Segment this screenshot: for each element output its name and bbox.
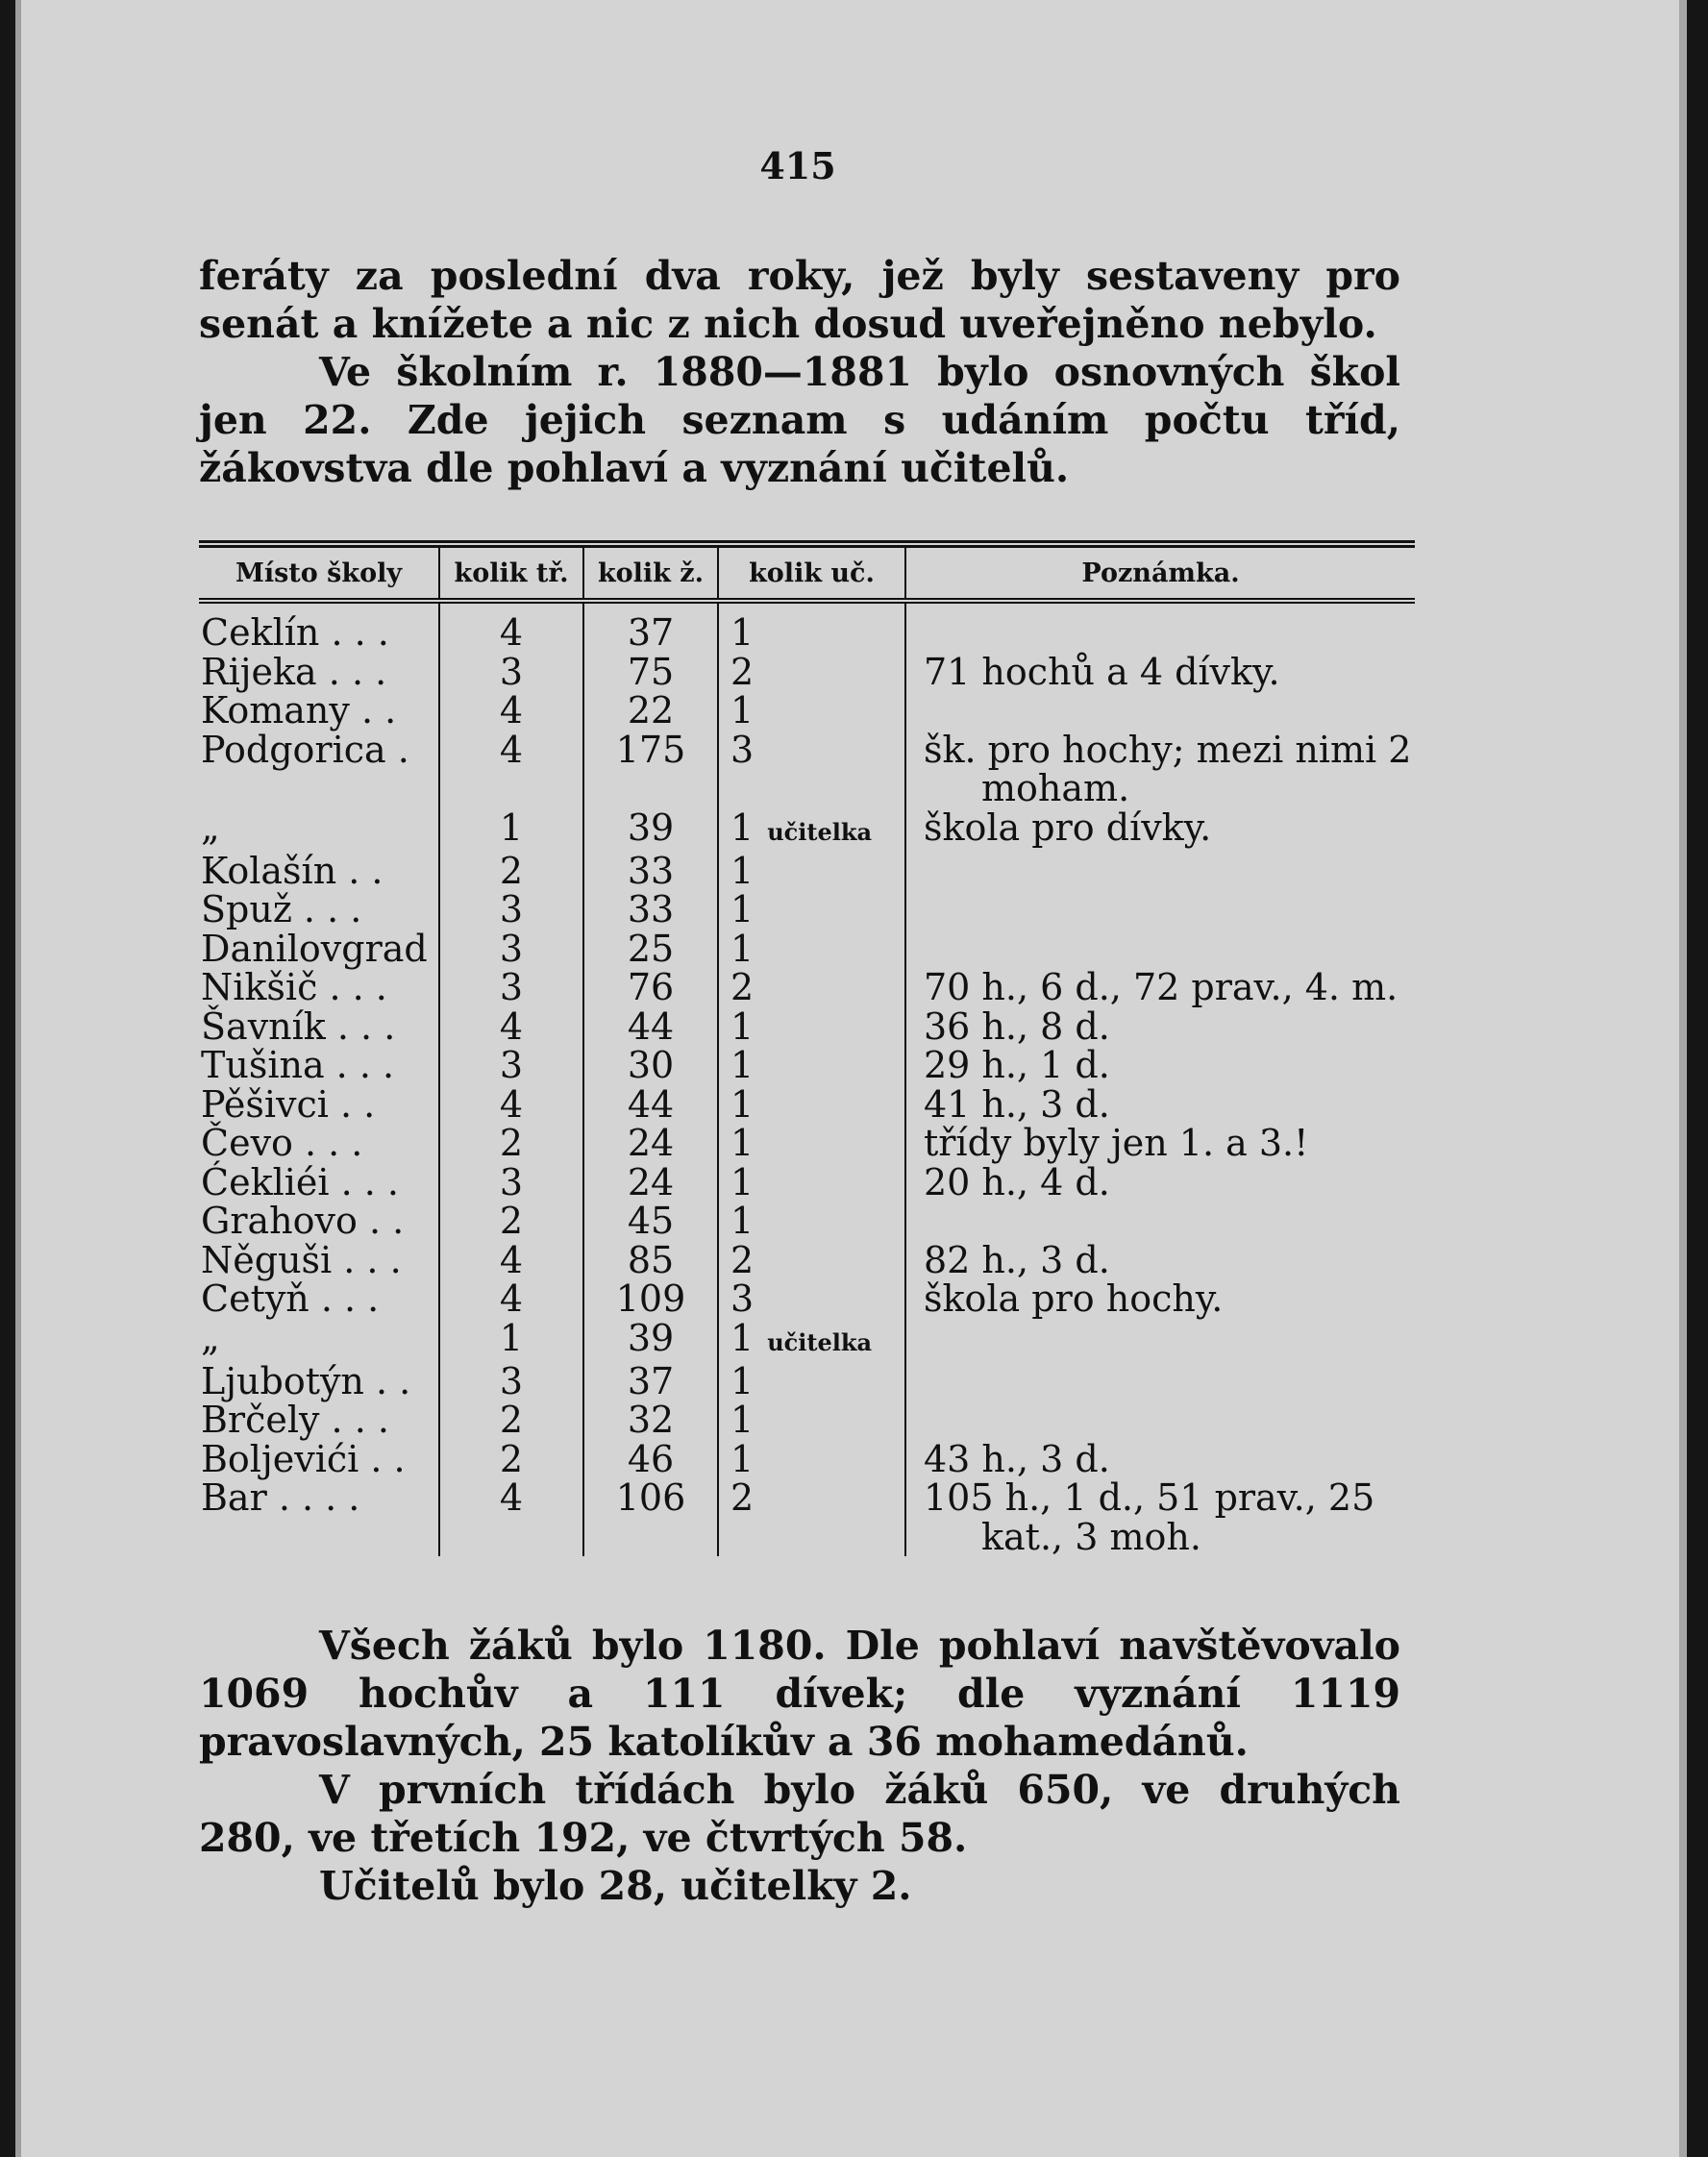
- note-cell: [905, 852, 1415, 891]
- note-continuation: moham.: [981, 767, 1130, 809]
- class-count: 3: [439, 1362, 583, 1401]
- table-row: [199, 852, 1415, 891]
- pupil-count: 37: [583, 613, 718, 653]
- teacher-cell: [718, 650, 905, 693]
- note-text: 43 h., 3 d.: [924, 1437, 1110, 1480]
- teacher-cell: [718, 808, 905, 852]
- pupil-count: 39: [583, 808, 718, 852]
- note-cell: [905, 890, 1415, 930]
- table-row-continuation: [199, 1518, 1415, 1557]
- teacher-cell: [718, 1124, 905, 1163]
- school-place: Danilovgrad: [201, 927, 428, 970]
- note-text: 36 h., 8 d.: [924, 1004, 1110, 1048]
- school-place: Něguši . . .: [201, 1238, 402, 1281]
- note-cell: [905, 808, 1415, 852]
- teacher-count: 1: [730, 1044, 755, 1086]
- pupil-count: 109: [583, 1279, 718, 1319]
- scan-border-left-inner: [15, 0, 21, 2157]
- teacher-cell: [718, 613, 905, 653]
- class-count: 4: [439, 613, 583, 653]
- table-row: [199, 808, 1415, 852]
- teacher-count: 2: [730, 966, 755, 1008]
- pupil-count: 24: [583, 1163, 718, 1202]
- teacher-count: 2: [730, 1238, 755, 1281]
- school-place: Šavník . . .: [201, 1004, 396, 1048]
- school-place: Ljubotýn . .: [201, 1359, 411, 1402]
- summary-paragraph: Všech žáků bylo 1180. Dle pohlaví navštěvovalo 1069 hochův a 111 dívek; dle vyznání 1119 pravoslavných, 25 katolíkův a 36 mohamedánů.: [199, 1623, 1400, 1765]
- page-number: 415: [759, 144, 836, 187]
- school-place: „: [201, 1316, 220, 1359]
- teacher-count: 1: [730, 927, 755, 970]
- pupil-count: 175: [583, 731, 718, 770]
- teacher-cell: [718, 968, 905, 1007]
- teacher-cell: [718, 1437, 905, 1480]
- note-text: 29 h., 1 d.: [924, 1044, 1110, 1086]
- table-row: [199, 930, 1415, 969]
- teacher-count: 1: [730, 611, 755, 654]
- teacher-count: 1: [730, 849, 755, 892]
- table-row: [199, 1202, 1415, 1241]
- teacher-count: 1: [730, 1004, 755, 1048]
- empty-cell: [439, 769, 583, 808]
- column-header: Místo školy: [199, 544, 439, 601]
- column-header: kolik ž.: [583, 544, 718, 601]
- note-text: škola pro dívky.: [924, 806, 1212, 849]
- pupil-count: 106: [583, 1478, 718, 1518]
- school-place: Tušina . . .: [201, 1044, 395, 1086]
- table-row: [199, 691, 1415, 731]
- note-cell: [905, 1238, 1415, 1281]
- pupil-count: 75: [583, 653, 718, 692]
- note-text: 82 h., 3 d.: [924, 1238, 1110, 1281]
- note-cell: [905, 728, 1415, 771]
- pupil-count: 22: [583, 691, 718, 731]
- teacher-count: 1: [730, 1359, 755, 1402]
- teacher-note: učitelka: [767, 817, 873, 846]
- teacher-cell: [718, 1238, 905, 1281]
- table-row: [199, 1046, 1415, 1085]
- pupil-count: 39: [583, 1319, 718, 1362]
- pupil-count: 45: [583, 1202, 718, 1241]
- school-table: [199, 540, 1415, 1556]
- intro-paragraph-2: Ve školním r. 1880—1881 bylo osnovných škol jen 22. Zde jejich seznam s udáním počtu tříd, žákovstva dle pohlaví a vyznání učitelů.: [199, 349, 1400, 491]
- class-count: 4: [439, 691, 583, 731]
- note-text: 105 h., 1 d., 51 prav., 25: [924, 1476, 1375, 1519]
- class-count: 3: [439, 1163, 583, 1202]
- school-place: Rijeka . . .: [201, 650, 387, 693]
- school-place: Podgorica .: [201, 728, 409, 771]
- school-place: Bar . . . .: [201, 1476, 360, 1519]
- column-header: kolik tř.: [439, 544, 583, 601]
- pupil-count: 32: [583, 1401, 718, 1440]
- scan-border-right-inner: [1679, 0, 1687, 2157]
- empty-cell: [439, 1518, 583, 1557]
- table-row: [199, 613, 1415, 653]
- teacher-count: 1: [730, 1082, 755, 1126]
- table-row: [199, 968, 1415, 1007]
- class-count: 4: [439, 731, 583, 770]
- teacher-cell: [718, 1202, 905, 1241]
- teacher-cell: [718, 728, 905, 771]
- empty-cell: [199, 1518, 439, 1557]
- table-row: [199, 1478, 1415, 1518]
- table-row: [199, 1401, 1415, 1440]
- teacher-count: 3: [730, 728, 755, 771]
- teacher-cell: [718, 927, 905, 970]
- classes-paragraph: V prvních třídách bylo žáků 650, ve druhých 280, ve třetích 192, ve čtvrtých 58.: [199, 1767, 1400, 1861]
- school-place: Boljevići . .: [201, 1437, 406, 1480]
- table-row: [199, 1440, 1415, 1479]
- pupil-count: 37: [583, 1362, 718, 1401]
- pupil-count: 76: [583, 968, 718, 1007]
- teacher-count: 1: [730, 1399, 755, 1441]
- note-text: škola pro hochy.: [924, 1277, 1224, 1320]
- note-cell: [905, 1202, 1415, 1241]
- scan-border-left: [0, 0, 15, 2157]
- class-count: 3: [439, 1046, 583, 1085]
- teacher-cell: [718, 890, 905, 930]
- teacher-count: 1: [730, 1316, 755, 1359]
- pupil-count: 44: [583, 1007, 718, 1047]
- teacher-cell: [718, 691, 905, 731]
- pupil-count: 33: [583, 890, 718, 930]
- school-place: Cetyň . . .: [201, 1277, 380, 1320]
- note-cell: [905, 1279, 1415, 1319]
- note-text: 70 h., 6 d., 72 prav., 4. m.: [924, 966, 1399, 1008]
- school-place: Brčely . . .: [201, 1399, 389, 1441]
- note-text: šk. pro hochy; mezi nimi 2: [924, 728, 1412, 771]
- teacher-count: 1: [730, 1122, 755, 1164]
- note-cell: [905, 968, 1415, 1007]
- class-count: 1: [439, 808, 583, 852]
- class-count: 4: [439, 1279, 583, 1319]
- pupil-count: 30: [583, 1046, 718, 1085]
- pupil-count: 44: [583, 1085, 718, 1125]
- note-cell: [905, 650, 1415, 693]
- note-text: třídy byly jen 1. a 3.!: [924, 1122, 1309, 1164]
- school-place: Ceklín . . .: [201, 611, 389, 654]
- note-cell: [905, 769, 1415, 808]
- teacher-count: 2: [730, 1476, 755, 1519]
- school-place: Grahovo . .: [201, 1200, 405, 1242]
- class-count: 4: [439, 1241, 583, 1280]
- empty-cell: [199, 769, 439, 808]
- teacher-count: 1: [730, 888, 755, 930]
- teacher-count: 1: [730, 806, 755, 849]
- teacher-count: 1: [730, 1200, 755, 1242]
- teachers-paragraph: Učitelů bylo 28, učitelky 2.: [319, 1863, 912, 1909]
- teacher-cell: [718, 1004, 905, 1048]
- teacher-cell: [718, 1279, 905, 1319]
- class-count: 4: [439, 1085, 583, 1125]
- note-cell: [905, 613, 1415, 653]
- note-cell: [905, 1082, 1415, 1126]
- teacher-count: 1: [730, 689, 755, 731]
- table-row: [199, 1319, 1415, 1362]
- table-row: [199, 890, 1415, 930]
- note-cell: [905, 1362, 1415, 1401]
- note-cell: [905, 691, 1415, 731]
- scan-border-right: [1687, 0, 1708, 2157]
- class-count: 4: [439, 1478, 583, 1518]
- table-row-continuation: [199, 769, 1415, 808]
- column-header: Poznámka.: [905, 544, 1415, 601]
- table-row: [199, 1085, 1415, 1125]
- note-cell: [905, 1319, 1415, 1362]
- class-count: 2: [439, 1202, 583, 1241]
- table-header: [199, 544, 1415, 601]
- pupil-count: 85: [583, 1241, 718, 1280]
- class-count: 2: [439, 1401, 583, 1440]
- teacher-cell: [718, 849, 905, 892]
- pupil-count: 24: [583, 1124, 718, 1163]
- class-count: 2: [439, 852, 583, 891]
- intro-paragraph-1: feráty za poslední dva roky, jež byly sestaveny pro senát a knížete a nic z nich dosud uveřejněno nebylo.: [199, 253, 1400, 347]
- class-count: 3: [439, 653, 583, 692]
- note-cell: [905, 930, 1415, 969]
- teacher-cell: [718, 1082, 905, 1126]
- school-place: „: [201, 806, 220, 849]
- note-cell: [905, 1124, 1415, 1163]
- class-count: 3: [439, 890, 583, 930]
- teacher-cell: [718, 1401, 905, 1440]
- school-place: Pěšivci . .: [201, 1082, 376, 1126]
- teacher-cell: [718, 1316, 905, 1362]
- note-text: 41 h., 3 d.: [924, 1082, 1110, 1126]
- table-row: [199, 1163, 1415, 1202]
- table-row: [199, 1279, 1415, 1319]
- teacher-count: 1: [730, 1437, 755, 1480]
- pupil-count: 33: [583, 852, 718, 891]
- empty-cell: [583, 769, 718, 808]
- teacher-cell: [718, 1160, 905, 1203]
- pupil-count: 25: [583, 930, 718, 969]
- teacher-cell: [718, 1478, 905, 1518]
- table-body: [199, 601, 1415, 1556]
- class-count: 3: [439, 968, 583, 1007]
- note-cell: [905, 1401, 1415, 1440]
- note-text: 20 h., 4 d.: [924, 1160, 1110, 1203]
- table-row: [199, 1007, 1415, 1047]
- table-row: [199, 653, 1415, 692]
- intro-text: [199, 252, 1400, 492]
- column-header: kolik uč.: [718, 544, 905, 601]
- table-row: [199, 1241, 1415, 1280]
- note-cell: [905, 1046, 1415, 1085]
- school-place: Čevo . . .: [201, 1122, 363, 1164]
- school-place: Kolašín . .: [201, 849, 384, 892]
- note-cell: [905, 1160, 1415, 1203]
- empty-cell: [718, 769, 905, 808]
- teacher-count: 1: [730, 1160, 755, 1203]
- note-continuation: kat., 3 moh.: [981, 1515, 1201, 1558]
- table-row: [199, 1362, 1415, 1401]
- table-row: [199, 1124, 1415, 1163]
- note-cell: [905, 1478, 1415, 1518]
- class-count: 3: [439, 930, 583, 969]
- teacher-count: 2: [730, 650, 755, 693]
- school-place: Ćekliéi . . .: [201, 1160, 400, 1203]
- school-place: Spuž . . .: [201, 888, 362, 930]
- table-row: [199, 731, 1415, 770]
- teacher-cell: [718, 1046, 905, 1085]
- note-cell: [905, 1437, 1415, 1480]
- teacher-note: učitelka: [767, 1327, 873, 1356]
- teacher-cell: [718, 1359, 905, 1402]
- note-text: 71 hochů a 4 dívky.: [924, 650, 1280, 693]
- teacher-count: 3: [730, 1277, 755, 1320]
- class-count: 2: [439, 1124, 583, 1163]
- empty-cell: [718, 1518, 905, 1557]
- pupil-count: 46: [583, 1440, 718, 1479]
- class-count: 2: [439, 1440, 583, 1479]
- school-place: Nikšič . . .: [201, 966, 387, 1008]
- empty-cell: [583, 1518, 718, 1557]
- note-cell: [905, 1515, 1415, 1558]
- school-place: Komany . .: [201, 689, 397, 731]
- class-count: 1: [439, 1319, 583, 1362]
- note-cell: [905, 1004, 1415, 1048]
- class-count: 4: [439, 1007, 583, 1047]
